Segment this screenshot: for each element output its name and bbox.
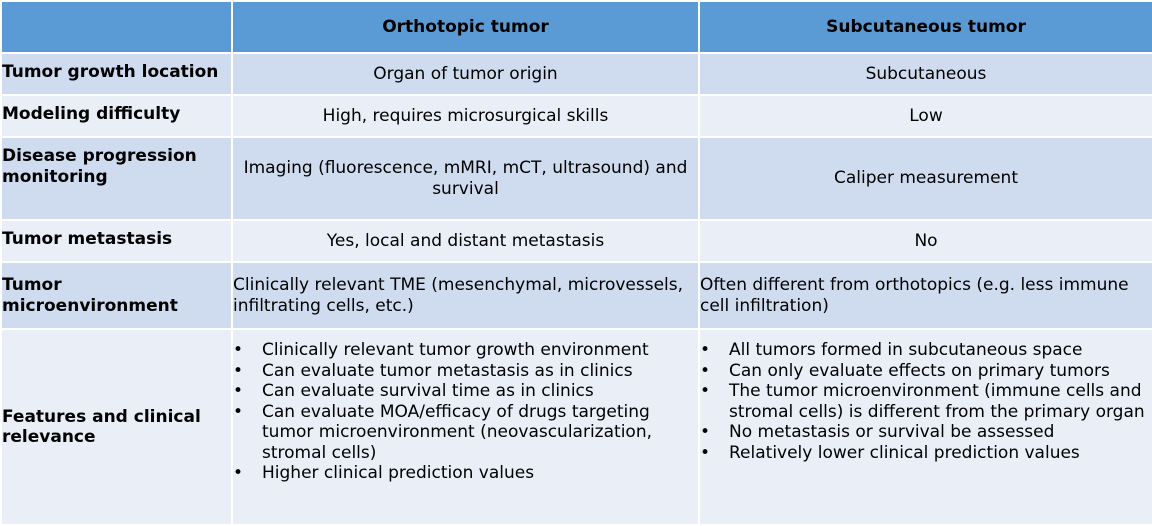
table-row xyxy=(1,53,1152,95)
subcutaneous-cell: Subcutaneous xyxy=(699,53,1152,95)
list-item xyxy=(700,443,1152,464)
table-row xyxy=(1,262,1152,329)
list-item xyxy=(233,340,698,361)
list-item xyxy=(233,361,698,382)
table-row xyxy=(1,95,1152,137)
bullet-icon: • xyxy=(233,381,244,401)
list-item-text: Can only evaluate effects on primary tumors xyxy=(729,360,1110,381)
orthotopic-cell: Organ of tumor origin xyxy=(232,53,699,95)
orthotopic-cell: Yes, local and distant metastasis xyxy=(232,220,699,262)
list-item xyxy=(700,340,1152,361)
header-corner-cell xyxy=(1,1,232,53)
header-orthotopic: Orthotopic tumor xyxy=(232,1,699,53)
subcutaneous-bullet-list xyxy=(700,340,1152,463)
list-item-text: No metastasis or survival be assessed xyxy=(729,422,1055,442)
list-item-text: Relatively lower clinical prediction values xyxy=(729,442,1080,463)
header-subcutaneous: Subcutaneous tumor xyxy=(699,1,1152,53)
list-item-text: The tumor microenvironment (immune cells and stromal cells) is different from the primary organ xyxy=(729,381,1145,422)
subcutaneous-bullets-cell xyxy=(699,329,1152,525)
list-item xyxy=(233,381,698,402)
list-item xyxy=(233,463,698,484)
header-row xyxy=(1,1,1152,53)
bullet-icon: • xyxy=(233,340,244,360)
list-item-text: Clinically relevant tumor growth environment xyxy=(262,340,649,360)
list-item-text: Can evaluate survival time as in clinics xyxy=(262,381,594,401)
bullet-icon: • xyxy=(700,422,711,442)
bullet-icon: • xyxy=(233,463,244,483)
row-label: Tumor microenvironment xyxy=(1,262,232,329)
row-label: Tumor metastasis xyxy=(1,220,232,262)
row-label: Features and clinical relevance xyxy=(1,329,232,525)
orthotopic-bullets-cell xyxy=(232,329,699,525)
table-row xyxy=(1,137,1152,220)
table-row xyxy=(1,329,1152,525)
bullet-icon: • xyxy=(233,360,244,381)
list-item xyxy=(700,422,1152,443)
bullet-icon: • xyxy=(700,340,711,360)
row-label: Modeling difficulty xyxy=(1,95,232,137)
list-item-text: Can evaluate MOA/efficacy of drugs targeting tumor microenvironment (neovascularization, stromal cells) xyxy=(262,401,652,463)
orthotopic-cell: High, requires microsurgical skills xyxy=(232,95,699,137)
bullet-icon: • xyxy=(700,442,711,463)
list-item-text: All tumors formed in subcutaneous space xyxy=(729,340,1083,360)
bullet-icon: • xyxy=(233,401,244,422)
orthotopic-cell: Clinically relevant TME (mesenchymal, microvessels, infiltrating cells, etc.) xyxy=(232,262,699,329)
row-label: Disease progression monitoring xyxy=(1,137,232,220)
subcutaneous-cell: No xyxy=(699,220,1152,262)
subcutaneous-cell: Often different from orthotopics (e.g. less immune cell infiltration) xyxy=(699,262,1152,329)
table-row xyxy=(1,220,1152,262)
row-label: Tumor growth location xyxy=(1,53,232,95)
list-item xyxy=(700,381,1152,422)
orthotopic-cell: Imaging (fluorescence, mMRI, mCT, ultrasound) and survival xyxy=(232,137,699,220)
bullet-icon: • xyxy=(700,360,711,381)
list-item xyxy=(700,361,1152,382)
orthotopic-bullet-list xyxy=(233,340,698,484)
subcutaneous-cell: Low xyxy=(699,95,1152,137)
subcutaneous-cell: Caliper measurement xyxy=(699,137,1152,220)
list-item-text: Higher clinical prediction values xyxy=(262,463,535,483)
list-item xyxy=(233,402,698,464)
bullet-icon: • xyxy=(700,381,711,401)
list-item-text: Can evaluate tumor metastasis as in clinics xyxy=(262,360,633,381)
